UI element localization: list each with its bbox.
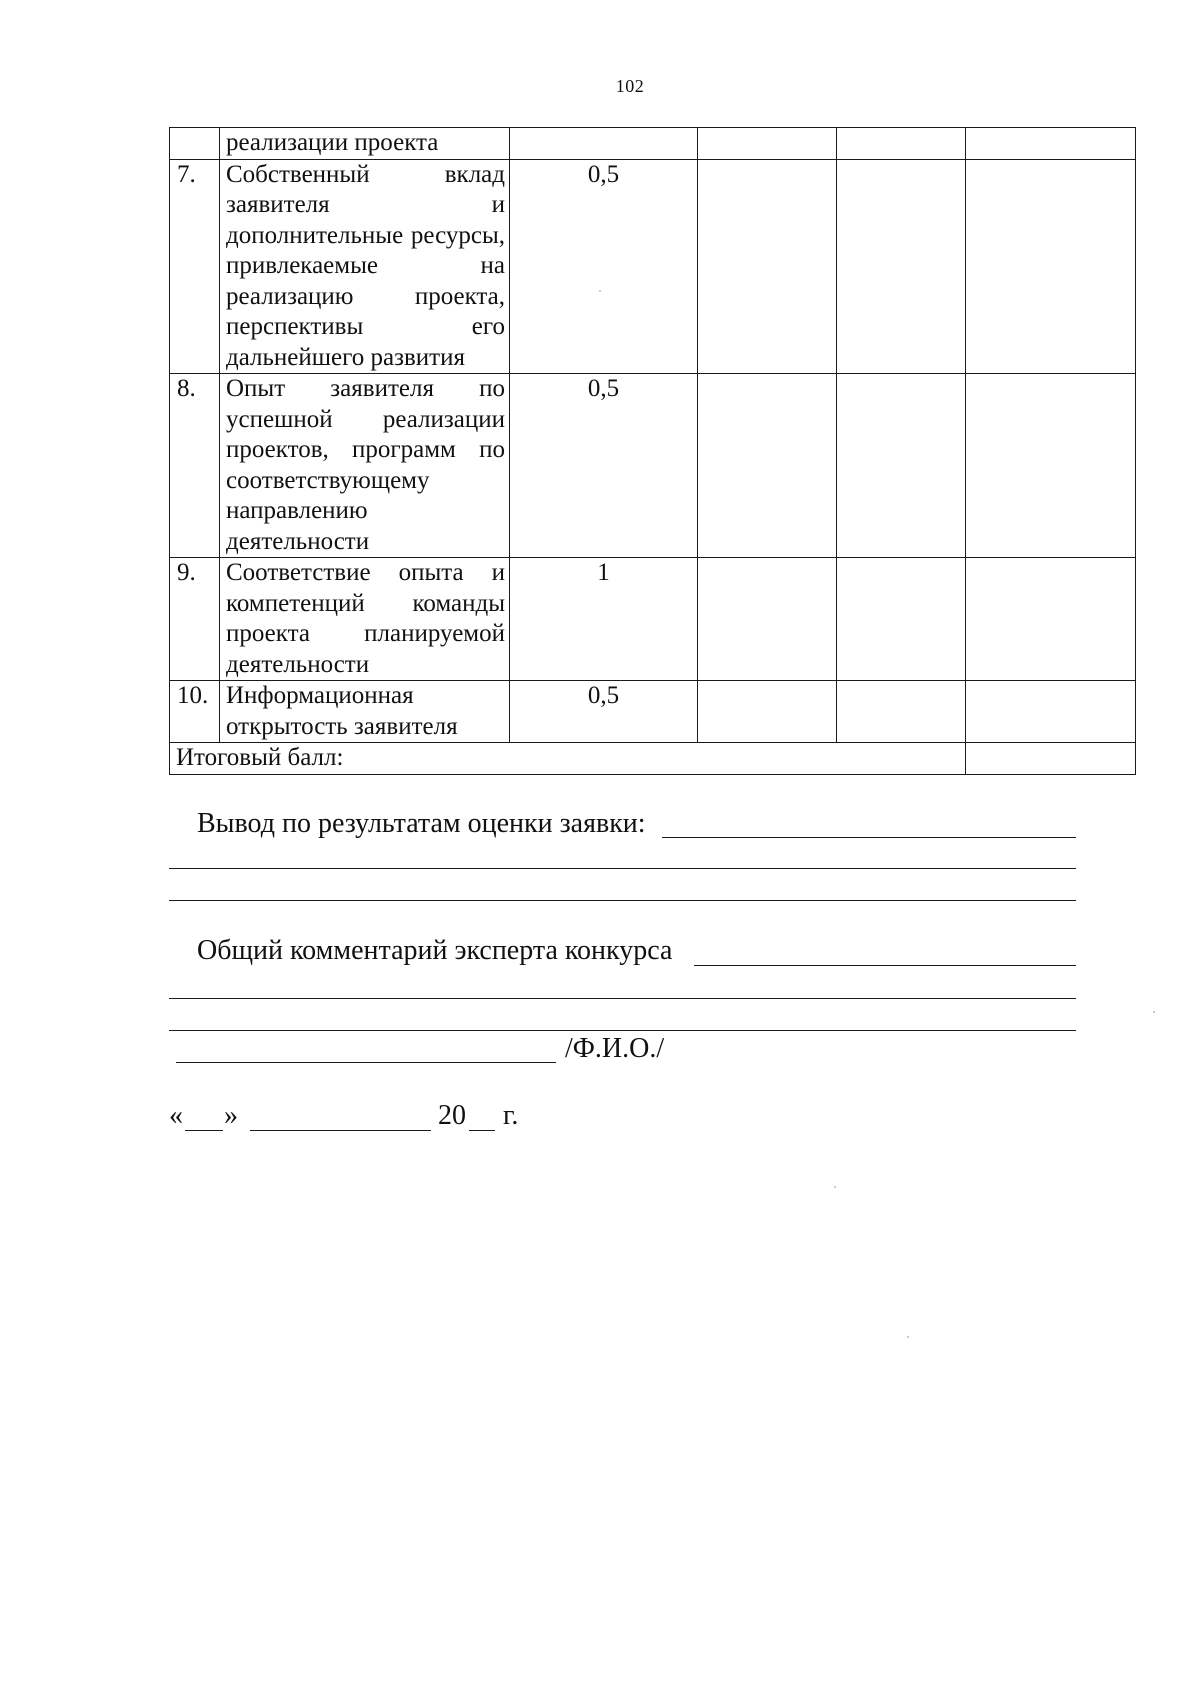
date-month-line[interactable] [250,1130,431,1131]
scan-speck [834,1186,836,1188]
weight-cell: 1 [510,558,698,681]
scan-speck [1153,1011,1155,1013]
date-day-line[interactable] [185,1130,223,1131]
table-row-continuation [170,128,1136,160]
score-cell-2[interactable] [837,681,966,743]
comment-label: Общий комментарий эксперта конкурса [197,935,673,966]
weight-cell [510,128,698,160]
conclusion-answer-line-1[interactable] [662,837,1076,838]
score-cell-3[interactable] [966,681,1136,743]
table-row-9 [170,558,1136,681]
criterion-text-cell: Собственный вклад заявителя и дополнительные ресурсы, привлекаемые на реализацию проекта, перспективы его дальнейшего развития [220,159,510,374]
conclusion-label: Вывод по результатам оценки заявки: [197,808,646,839]
table-row-8 [170,374,1136,558]
date-year-prefix: 20 [438,1100,466,1131]
scan-speck [907,1336,909,1338]
date-year-line[interactable] [469,1130,495,1131]
score-cell-3[interactable] [966,128,1136,160]
row-number-cell [170,128,220,160]
score-cell-3[interactable] [966,159,1136,374]
criterion-text-cell: Соответствие опыта и компетенций команды проекта планируемой деятельности [220,558,510,681]
criterion-text-cell: Информационная открытость заявителя [220,681,510,743]
comment-answer-line-3[interactable] [169,1030,1076,1031]
score-cell-2[interactable] [837,159,966,374]
weight-cell: 0,5 [510,159,698,374]
score-cell-1[interactable] [698,159,837,374]
page-number: 102 [615,76,645,96]
fio-label: /Ф.И.О./ [565,1033,665,1064]
row-number-cell: 10. [170,681,220,743]
score-cell-2[interactable] [837,558,966,681]
conclusion-answer-line-3[interactable] [169,900,1076,901]
criteria-table [169,127,1136,775]
weight-cell: 0,5 [510,374,698,558]
date-year-suffix: г. [503,1100,519,1131]
comment-answer-line-1[interactable] [694,965,1076,966]
score-cell-1[interactable] [698,374,837,558]
weight-cell: 0,5 [510,681,698,743]
score-cell-2[interactable] [837,128,966,160]
date-close-quote: » [224,1100,238,1131]
total-row [170,743,1136,775]
row-number-cell: 8. [170,374,220,558]
score-cell-3[interactable] [966,374,1136,558]
comment-answer-line-2[interactable] [169,998,1076,999]
score-cell-1[interactable] [698,128,837,160]
date-open-quote: « [169,1100,183,1131]
score-cell-3[interactable] [966,558,1136,681]
row-number-cell: 7. [170,159,220,374]
table-row-10 [170,681,1136,743]
scan-speck [599,290,601,292]
score-cell-2[interactable] [837,374,966,558]
criterion-text-cell: реализации проекта [220,128,510,160]
table-row-7 [170,159,1136,374]
signature-line[interactable] [176,1062,556,1063]
score-cell-1[interactable] [698,681,837,743]
criterion-text-cell: Опыт заявителя по успешной реализации проектов, программ по соответствующему направлению деятельности [220,374,510,558]
row-number-cell: 9. [170,558,220,681]
total-score-cell[interactable] [966,743,1136,775]
score-cell-1[interactable] [698,558,837,681]
total-label: Итоговый балл: [170,743,966,775]
conclusion-answer-line-2[interactable] [169,868,1076,869]
